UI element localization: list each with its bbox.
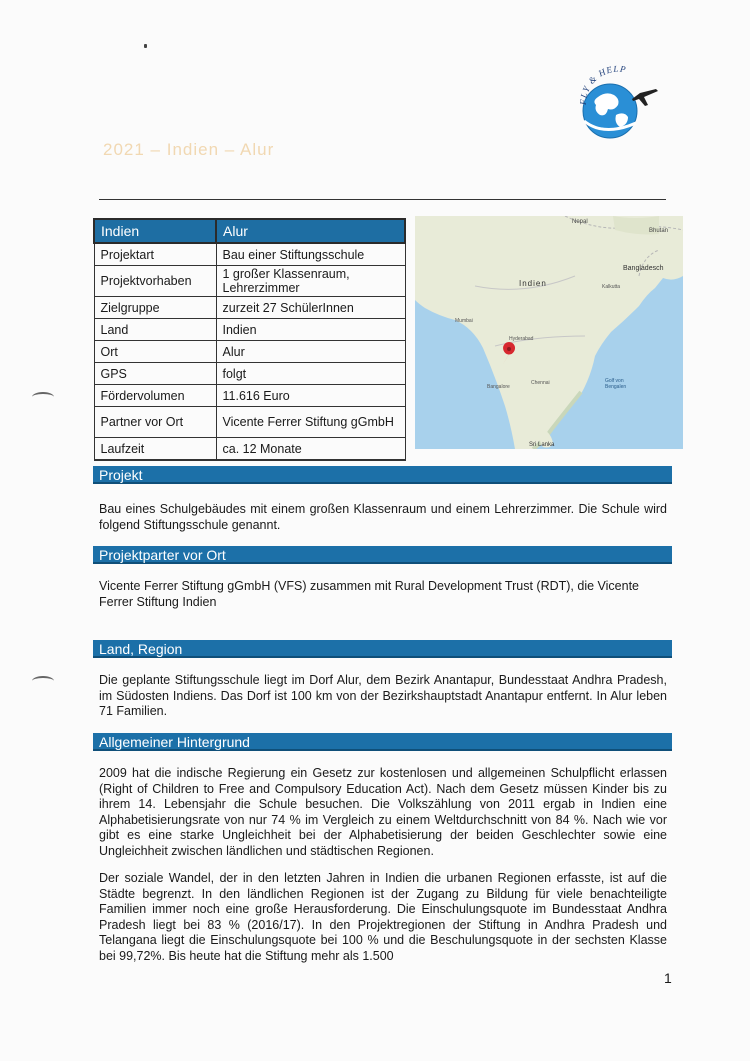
- partner-text: Vicente Ferrer Stiftung gGmbH (VFS) zusammen mit Rural Development Trust (RDT), die Vicente Ferrer Stiftung Indien: [99, 579, 639, 609]
- map-label-golf: Golf von: [605, 378, 624, 384]
- table-row: [94, 438, 405, 461]
- row-value: Alur: [216, 341, 405, 363]
- row-key: Fördervolumen: [94, 385, 216, 407]
- divider: [99, 199, 666, 200]
- hintergrund-text-2: Der soziale Wandel, der in den letzten Jahren in Indien die urbanen Regionen erfasste, ist auf die Städte begrenzt. In den ländlichen Regionen ist der Zugang zu Bildung für viele benachteiligte Familien immer noch eine große Herausforderung. Die Einschulungsquote im Bundesstaat Andhra Pradesh liegt bei 83 % (2016/17). In den Projektregionen der Stiftung in Andhra Pradesh und Telangana liegt die Einschulungsquote bei 100 % und die Beschulungsquote in der sechsten Klasse bei 99,72%. Bis heute hat die Stiftung mehr als 1.500: [99, 871, 667, 963]
- map-label-bhutan: Bhutan: [649, 228, 669, 234]
- table-row: [94, 385, 405, 407]
- section-heading-land-region: Land, Region: [93, 640, 672, 658]
- row-value: 11.616 Euro: [216, 385, 405, 407]
- table-row: [94, 363, 405, 385]
- map-label-srilanka: Sri Lanka: [529, 442, 555, 448]
- table-row: [94, 297, 405, 319]
- section-heading-partner: Projektparter vor Ort: [93, 546, 672, 564]
- scan-speck: [144, 44, 147, 48]
- table-header-row: [94, 219, 405, 243]
- table-row: [94, 407, 405, 438]
- table-row: [94, 243, 405, 266]
- row-key: Ort: [94, 341, 216, 363]
- map-label-hyderabad: Hyderabad: [509, 336, 534, 342]
- map-label-bangladesch: Bangladesch: [623, 265, 664, 272]
- punch-hole-mark: [32, 392, 54, 402]
- row-key: GPS: [94, 363, 216, 385]
- row-value: zurzeit 27 SchülerInnen: [216, 297, 405, 319]
- page-number: 1: [664, 970, 672, 986]
- row-key: Land: [94, 319, 216, 341]
- row-key: Laufzeit: [94, 438, 216, 461]
- project-info-table: [93, 218, 406, 461]
- table-header-country: Indien: [94, 219, 216, 243]
- row-value: folgt: [216, 363, 405, 385]
- map-label-mumbai: Mumbai: [455, 318, 473, 324]
- fly-and-help-logo: [572, 63, 662, 141]
- projekt-text: Bau eines Schulgebäudes mit einem großen Klassenraum und einem Lehrerzimmer. Die Schule wird folgend Stiftungsschule genannt.: [99, 502, 667, 532]
- land-region-text: Die geplante Stiftungsschule liegt im Dorf Alur, dem Bezirk Anantapur, Bundesstaat Andhra Pradesh, im Südosten Indiens. Das Dorf ist 100 km von der Bezirkshauptstadt Anantapur entfernt. In Alur leben 71 Familien.: [99, 673, 667, 719]
- row-key: Zielgruppe: [94, 297, 216, 319]
- india-map: [415, 216, 683, 449]
- table-row: [94, 319, 405, 341]
- page-title: 2021 – Indien – Alur: [103, 140, 275, 159]
- map-label-indien: Indien: [519, 279, 547, 288]
- hintergrund-text-1: 2009 hat die indische Regierung ein Gesetz zur kostenlosen und allgemeinen Schulpflicht erlassen (Right of Children to Free and Compulsory Education Act). Nach dem Gesetz müssen Kinder bis zu ihrem 14. Lebensjahr die Schule besuchen. Die Volkszählung von 2011 ergab in Indien eine Alphabetisierungsrate von nur 74 % im Vergleich zu einem Weltdurchschnitt von 84 %. Nach wie vor gibt es eine starke Ungleichheit bei der Alphabetisierung der beiden Geschlechter sowie eine Ungleichheit zwischen ländlichen und städtischen Regionen.: [99, 766, 667, 858]
- table-row: [94, 341, 405, 363]
- map-label-bengalen: Bengalen: [605, 384, 627, 390]
- punch-hole-mark: [32, 676, 54, 686]
- row-value: Bau einer Stiftungsschule: [216, 243, 405, 266]
- row-key: Partner vor Ort: [94, 407, 216, 438]
- row-value: ca. 12 Monate: [216, 438, 405, 461]
- row-key: Projektvorhaben: [94, 266, 216, 297]
- map-label-chennai: Chennai: [531, 380, 550, 386]
- table-header-place: Alur: [216, 219, 405, 243]
- row-value: Indien: [216, 319, 405, 341]
- map-label-kalkutta: Kalkutta: [602, 284, 621, 290]
- logo-text: FLY & HELP: [577, 63, 628, 106]
- table-row: [94, 266, 405, 297]
- row-value: Vicente Ferrer Stiftung gGmbH: [216, 407, 405, 438]
- section-heading-hintergrund: Allgemeiner Hintergrund: [93, 733, 672, 751]
- row-value: 1 großer Klassenraum, Lehrerzimmer: [216, 266, 405, 297]
- row-key: Projektart: [94, 243, 216, 266]
- map-label-nepal: Nepal: [572, 219, 588, 225]
- section-heading-projekt: Projekt: [93, 466, 672, 484]
- map-label-bangalore: Bangalore: [487, 384, 510, 390]
